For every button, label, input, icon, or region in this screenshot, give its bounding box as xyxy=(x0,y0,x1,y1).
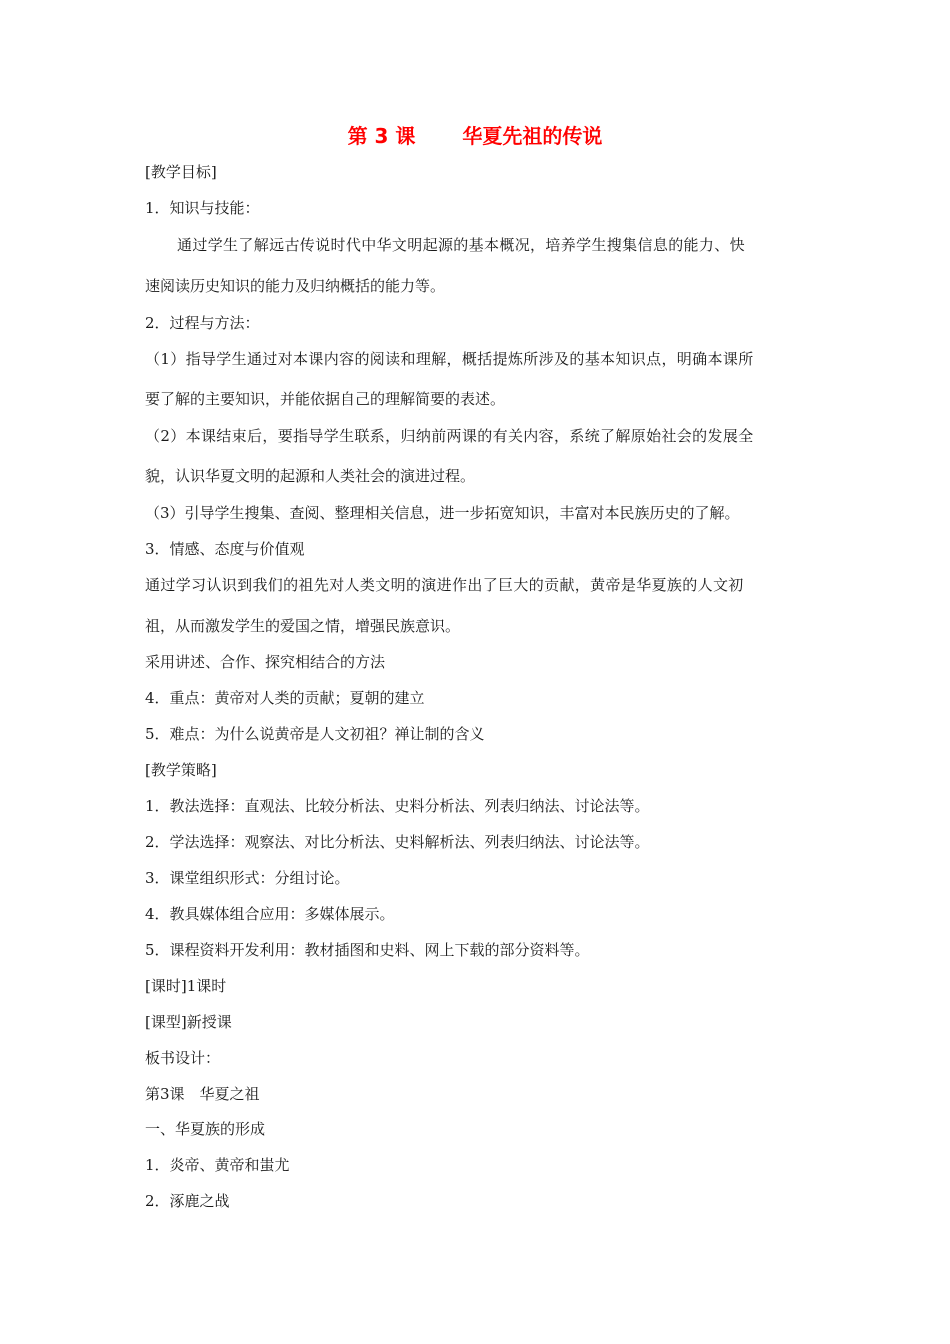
board-section-heading: 一、华夏族的形成 xyxy=(145,1120,266,1138)
list-item: 1．教法选择：直观法、比较分析法、史料分析法、列表归纳法、讨论法等。 xyxy=(145,797,650,815)
attitude-values-heading: 3．情感、态度与价值观 xyxy=(145,540,305,558)
board-list-item: 1．炎帝、黄帝和蚩尤 xyxy=(145,1156,290,1174)
key-points-line: 4．重点：黄帝对人类的贡献；夏朝的建立 xyxy=(145,689,425,707)
paragraph-line: 祖，从而激发学生的爱国之情，增强民族意识。 xyxy=(145,617,461,635)
paragraph-line: 通过学习认识到我们的祖先对人类文明的演进作出了巨大的贡献，黄帝是华夏族的人文初 xyxy=(145,576,744,594)
process-method-heading: 2．过程与方法： xyxy=(145,314,260,332)
paragraph-line: 速阅读历史知识的能力及归纳概括的能力等。 xyxy=(145,277,446,295)
class-hours-line: [课时]1课时 xyxy=(145,977,227,995)
lesson-type-line: [课型]新授课 xyxy=(145,1013,232,1031)
paragraph-line: 要了解的主要知识，并能依据自己的理解简要的表述。 xyxy=(145,390,506,408)
lesson-title: 第 3 课 华夏先祖的传说 xyxy=(347,124,603,148)
paragraph-line: （1）指导学生通过对本课内容的阅读和理解，概括提炼所涉及的基本知识点，明确本课所 xyxy=(145,350,754,368)
section-heading-objectives: [教学目标] xyxy=(145,163,217,181)
board-list-item: 2．涿鹿之战 xyxy=(145,1192,230,1210)
list-item: 5．课程资料开发利用：教材插图和史料、网上下载的部分资料等。 xyxy=(145,941,590,959)
list-item: 4．教具媒体组合应用：多媒体展示。 xyxy=(145,905,395,923)
board-lesson-title: 第3课 华夏之祖 xyxy=(145,1085,260,1103)
paragraph-line: 貌，认识华夏文明的起源和人类社会的演进过程。 xyxy=(145,467,476,485)
paragraph-line: （3）引导学生搜集、查阅、整理相关信息，进一步拓宽知识，丰富对本民族历史的了解。 xyxy=(145,504,740,522)
paragraph-line: （2）本课结束后，要指导学生联系，归纳前两课的有关内容，系统了解原始社会的发展全 xyxy=(145,427,754,445)
paragraph-line: 通过学生了解远古传说时代中华文明起源的基本概况，培养学生搜集信息的能力、快 xyxy=(177,236,745,254)
board-design-heading: 板书设计： xyxy=(145,1049,221,1067)
knowledge-skills-heading: 1．知识与技能： xyxy=(145,199,260,217)
paragraph-line: 采用讲述、合作、探究相结合的方法 xyxy=(145,653,386,671)
section-heading-strategy: [教学策略] xyxy=(145,761,217,779)
list-item: 3．课堂组织形式：分组讨论。 xyxy=(145,869,350,887)
list-item: 2．学法选择：观察法、对比分析法、史料解析法、列表归纳法、讨论法等。 xyxy=(145,833,650,851)
difficult-points-line: 5．难点：为什么说黄帝是人文初祖？禅让制的含义 xyxy=(145,725,485,743)
